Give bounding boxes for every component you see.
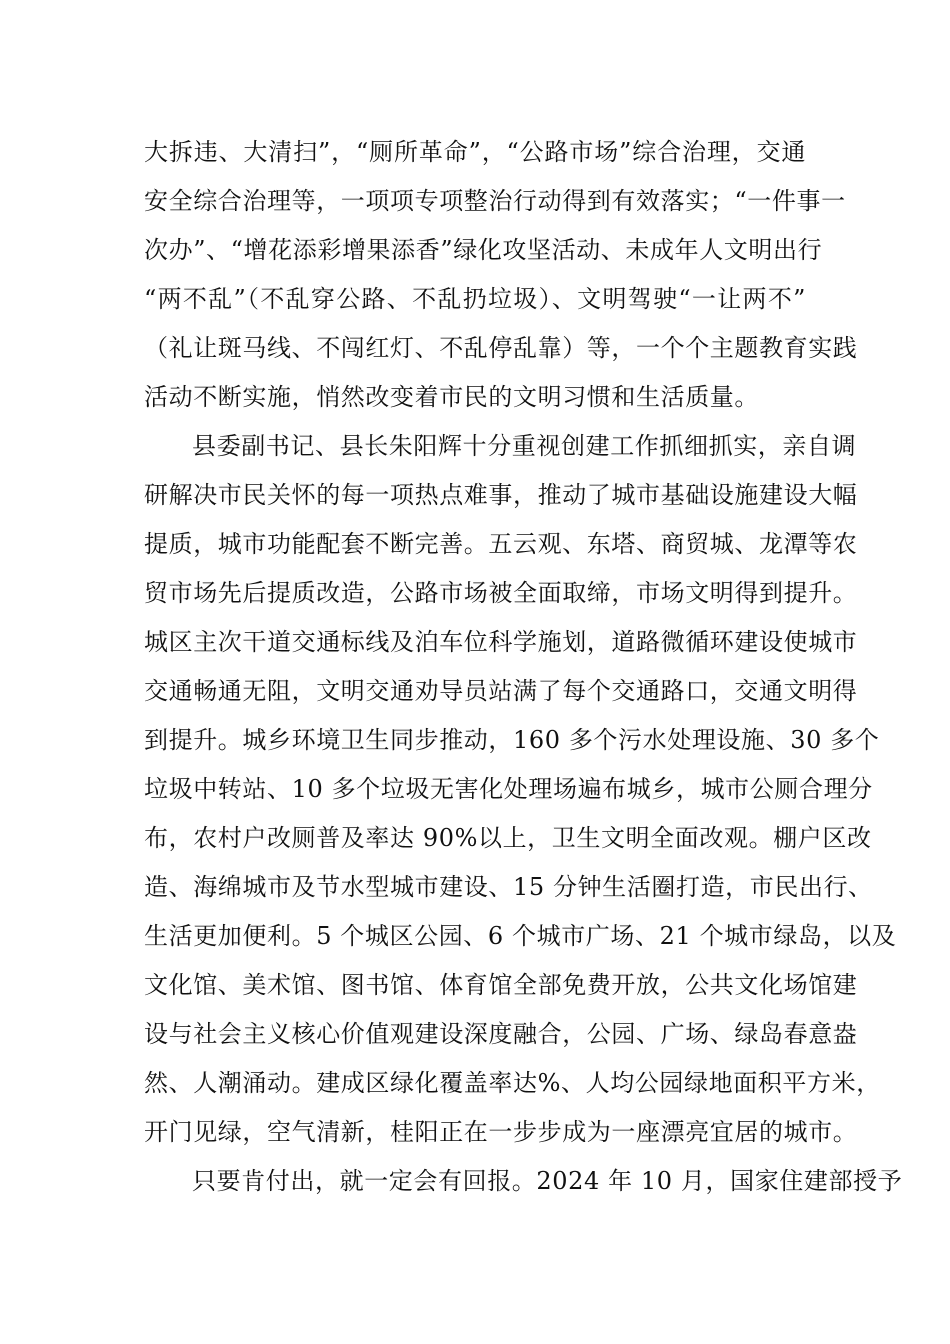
paragraph-line: 城区主次干道交通标线及泊车位科学施划，道路微循环建设使城市 bbox=[144, 628, 858, 656]
paragraph-line: 然、人潮涌动。建成区绿化覆盖率达%、人均公园绿地面积平方米， bbox=[144, 1069, 881, 1097]
paragraph-line: 大拆违、大清扫”，“厕所革命”，“公路市场”综合治理，交通 bbox=[144, 138, 806, 166]
paragraph-line: 布，农村户改厕普及率达 90%以上，卫生文明全面改观。棚户区改 bbox=[144, 824, 872, 852]
paragraph-line: 活动不断实施，悄然改变着市民的文明习惯和生活质量。 bbox=[144, 383, 759, 411]
paragraph-line: 安全综合治理等，一项项专项整治行动得到有效落实；“一件事一 bbox=[144, 187, 846, 215]
paragraph-line: “两不乱”（不乱穿公路、不乱扔垃圾）、文明驾驶“一让两不” bbox=[144, 285, 806, 313]
paragraph-line: 开门见绿，空气清新，桂阳正在一步步成为一座漂亮宜居的城市。 bbox=[144, 1118, 858, 1146]
paragraph-line: 垃圾中转站、10 多个垃圾无害化处理场遍布城乡，城市公厕合理分 bbox=[144, 775, 873, 803]
paragraph-line: 县委副书记、县长朱阳辉十分重视创建工作抓细抓实，亲自调 bbox=[192, 432, 857, 460]
paragraph-line: 次办”、“增花添彩增果添香”绿化攻坚活动、未成年人文明出行 bbox=[144, 236, 823, 264]
paragraph-line: 造、海绵城市及节水型城市建设、15 分钟生活圈打造，市民出行、 bbox=[144, 873, 873, 901]
paragraph-line: （礼让斑马线、不闯红灯、不乱停乱靠）等，一个个主题教育实践 bbox=[144, 334, 858, 362]
paragraph-line: 交通畅通无阻，文明交通劝导员站满了每个交通路口，交通文明得 bbox=[144, 677, 858, 705]
paragraph-line: 设与社会主义核心价值观建设深度融合，公园、广场、绿岛春意盎 bbox=[144, 1020, 858, 1048]
paragraph-line: 贸市场先后提质改造，公路市场被全面取缔，市场文明得到提升。 bbox=[144, 579, 858, 607]
paragraph-line: 到提升。城乡环境卫生同步推动，160 多个污水处理设施、30 多个 bbox=[144, 726, 880, 754]
paragraph-line: 提质，城市功能配套不断完善。五云观、东塔、商贸城、龙潭等农 bbox=[144, 530, 858, 558]
paragraph-line: 只要肯付出，就一定会有回报。2024 年 10 月，国家住建部授予 bbox=[192, 1167, 903, 1195]
paragraph-line: 生活更加便利。5 个城区公园、6 个城市广场、21 个城市绿岛，以及 bbox=[144, 922, 897, 950]
paragraph-line: 研解决市民关怀的每一项热点难事，推动了城市基础设施建设大幅 bbox=[144, 481, 858, 509]
paragraph-line: 文化馆、美术馆、图书馆、体育馆全部免费开放，公共文化场馆建 bbox=[144, 971, 858, 999]
